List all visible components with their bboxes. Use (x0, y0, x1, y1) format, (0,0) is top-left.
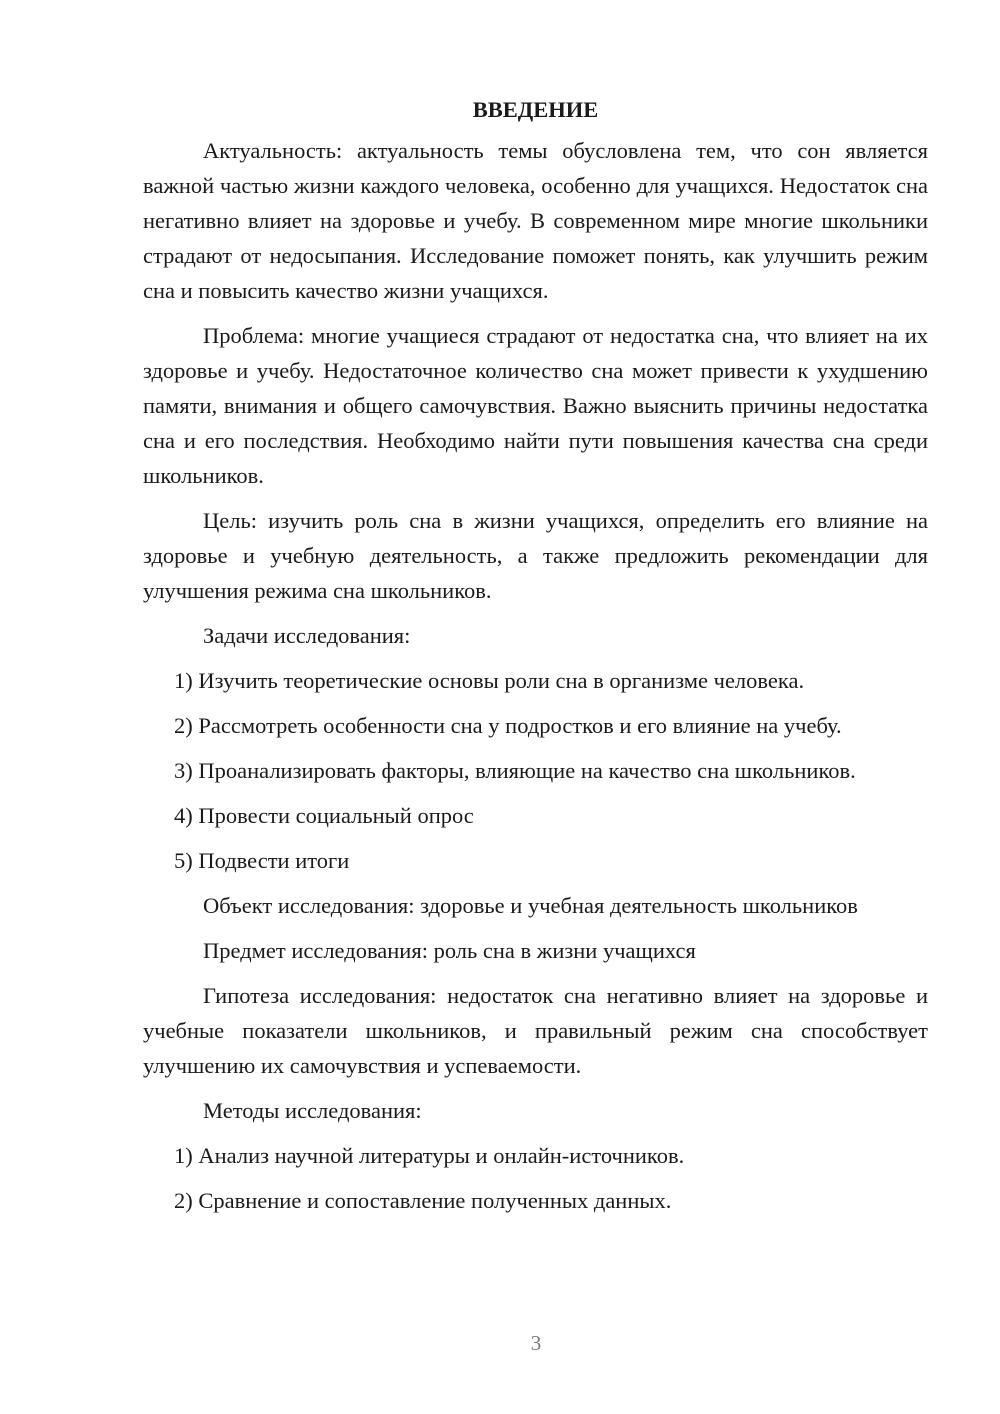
section-heading: ВВЕДЕНИЕ (472, 97, 599, 122)
subject-line: Предмет исследования: роль сна в жизни учащихся (203, 938, 696, 963)
task-item-3: 3) Проанализировать факторы, влияющие на качество сна школьников. (174, 758, 856, 783)
task-item-4: 4) Провести социальный опрос (174, 803, 474, 828)
page-number: 3 (530, 1331, 542, 1355)
method-item-2: 2) Сравнение и сопоставление полученных данных. (174, 1188, 672, 1213)
task-item-5: 5) Подвести итоги (174, 848, 350, 873)
methods-title: Методы исследования: (203, 1098, 422, 1123)
problem-paragraph: Проблема: многие учащиеся страдают от недостатка сна, что влияет на их здоровье и учебу. Недостаточное количество сна может привести к ухудшению памяти, внимания и общего самочувствия. Важно выяснить причины недостатка сна и его последствия. Необходимо найти пути повышения качества сна среди школьников. (143, 323, 928, 488)
tasks-title: Задачи исследования: (203, 623, 411, 648)
goal-paragraph: Цель: изучить роль сна в жизни учащихся, определить его влияние на здоровье и учебную деятельность, а также предложить рекомендации для улучшения режима сна школьников. (143, 508, 928, 603)
method-item-1: 1) Анализ научной литературы и онлайн-источников. (174, 1143, 685, 1168)
page-content (143, 92, 928, 1228)
actuality-paragraph: Актуальность: актуальность темы обусловлена тем, что сон является важной частью жизни каждого человека, особенно для учащихся. Недостаток сна негативно влияет на здоровье и учебу. В современном мире многие школьники страдают от недосыпания. Исследование поможет понять, как улучшить режим сна и повысить качество жизни учащихся. (143, 138, 928, 303)
hypothesis-paragraph: Гипотеза исследования: недостаток сна негативно влияет на здоровье и учебные показатели школьников, и правильный режим сна способствует улучшению их самочувствия и успеваемости. (143, 983, 928, 1078)
task-item-2: 2) Рассмотреть особенности сна у подростков и его влияние на учебу. (174, 713, 842, 738)
task-item-1: 1) Изучить теоретические основы роли сна в организме человека. (174, 668, 805, 693)
object-line: Объект исследования: здоровье и учебная деятельность школьников (203, 893, 858, 918)
